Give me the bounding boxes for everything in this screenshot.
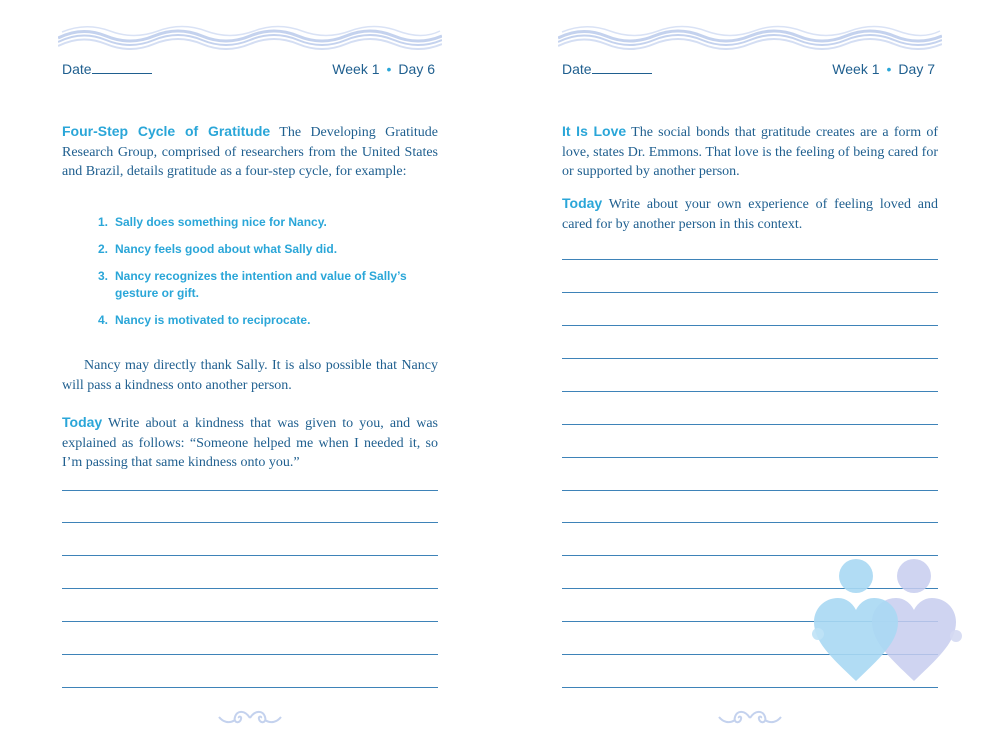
- steps-list: [98, 214, 428, 339]
- date-label: Date: [562, 61, 592, 77]
- writing-line[interactable]: [62, 621, 438, 622]
- today-prompt: [62, 413, 438, 473]
- today-label: Today: [62, 414, 103, 430]
- week-day-header: [832, 61, 935, 77]
- date-field[interactable]: [62, 61, 152, 77]
- writing-line[interactable]: [562, 259, 938, 260]
- list-item: 1. Sally does something nice for Nancy.: [98, 215, 327, 229]
- intro-paragraph: [62, 122, 438, 182]
- wave-ornament-icon: [558, 22, 942, 50]
- writing-line[interactable]: [562, 391, 938, 392]
- writing-line[interactable]: [562, 687, 938, 688]
- writing-line[interactable]: [562, 457, 938, 458]
- writing-line[interactable]: [62, 654, 438, 655]
- writing-line[interactable]: [562, 522, 938, 523]
- writing-line[interactable]: [562, 358, 938, 359]
- writing-line[interactable]: [62, 588, 438, 589]
- scroll-ornament-icon: [215, 708, 285, 728]
- today-label: Today: [562, 195, 603, 211]
- writing-line[interactable]: [562, 490, 938, 491]
- week-label: Week 1: [832, 61, 880, 77]
- intro-heading: Four-Step Cycle of Gratitude: [62, 123, 271, 139]
- intro-heading: It Is Love: [562, 123, 627, 139]
- writing-line[interactable]: [562, 325, 938, 326]
- today-text: Write about your own experience of feeling loved and cared for by another person in this context.: [562, 197, 938, 232]
- intro-paragraph: [562, 122, 938, 182]
- week-label: Week 1: [332, 61, 380, 77]
- scroll-ornament-icon: [715, 708, 785, 728]
- list-item: 2. Nancy feels good about what Sally did.: [98, 242, 338, 256]
- intro-text: The Developing Gratitude Research Group, comprised of researchers from the United States and Brazil, details gratitude as a four-step cycle, for example:: [62, 125, 438, 179]
- today-prompt: [562, 194, 938, 234]
- date-label: Date: [62, 61, 92, 77]
- day-label: Day 6: [398, 61, 435, 77]
- list-item: 3. Nancy recognizes the intention and value of Sally’s gesture or gift.: [98, 269, 407, 300]
- writing-line[interactable]: [562, 424, 938, 425]
- writing-line[interactable]: [62, 687, 438, 688]
- date-line[interactable]: [592, 61, 652, 74]
- day-label: Day 7: [898, 61, 935, 77]
- wave-ornament-icon: [58, 22, 442, 50]
- today-text: Write about a kindness that was given to you, and was explained as follows: “Someone helped me when I needed it, so I’m passing that same kindness onto you.”: [62, 416, 438, 470]
- date-line[interactable]: [92, 61, 152, 74]
- writing-line[interactable]: [62, 522, 438, 523]
- intro-text: The social bonds that gratitude creates are a form of love, states Dr. Emmons. That love is the feeling of being cared for or supported by another person.: [562, 125, 938, 179]
- writing-line[interactable]: [562, 292, 938, 293]
- writing-line[interactable]: [62, 555, 438, 556]
- separator-dot: •: [386, 61, 392, 77]
- week-day-header: [332, 61, 435, 77]
- writing-line[interactable]: [62, 490, 438, 491]
- list-item: 4. Nancy is motivated to reciprocate.: [98, 313, 311, 327]
- body-paragraph: Nancy may directly thank Sally. It is also possible that Nancy will pass a kindness onto another person.: [62, 358, 438, 393]
- separator-dot: •: [886, 61, 892, 77]
- date-field[interactable]: [562, 61, 652, 77]
- hearts-figures-illustration-icon: [810, 556, 965, 686]
